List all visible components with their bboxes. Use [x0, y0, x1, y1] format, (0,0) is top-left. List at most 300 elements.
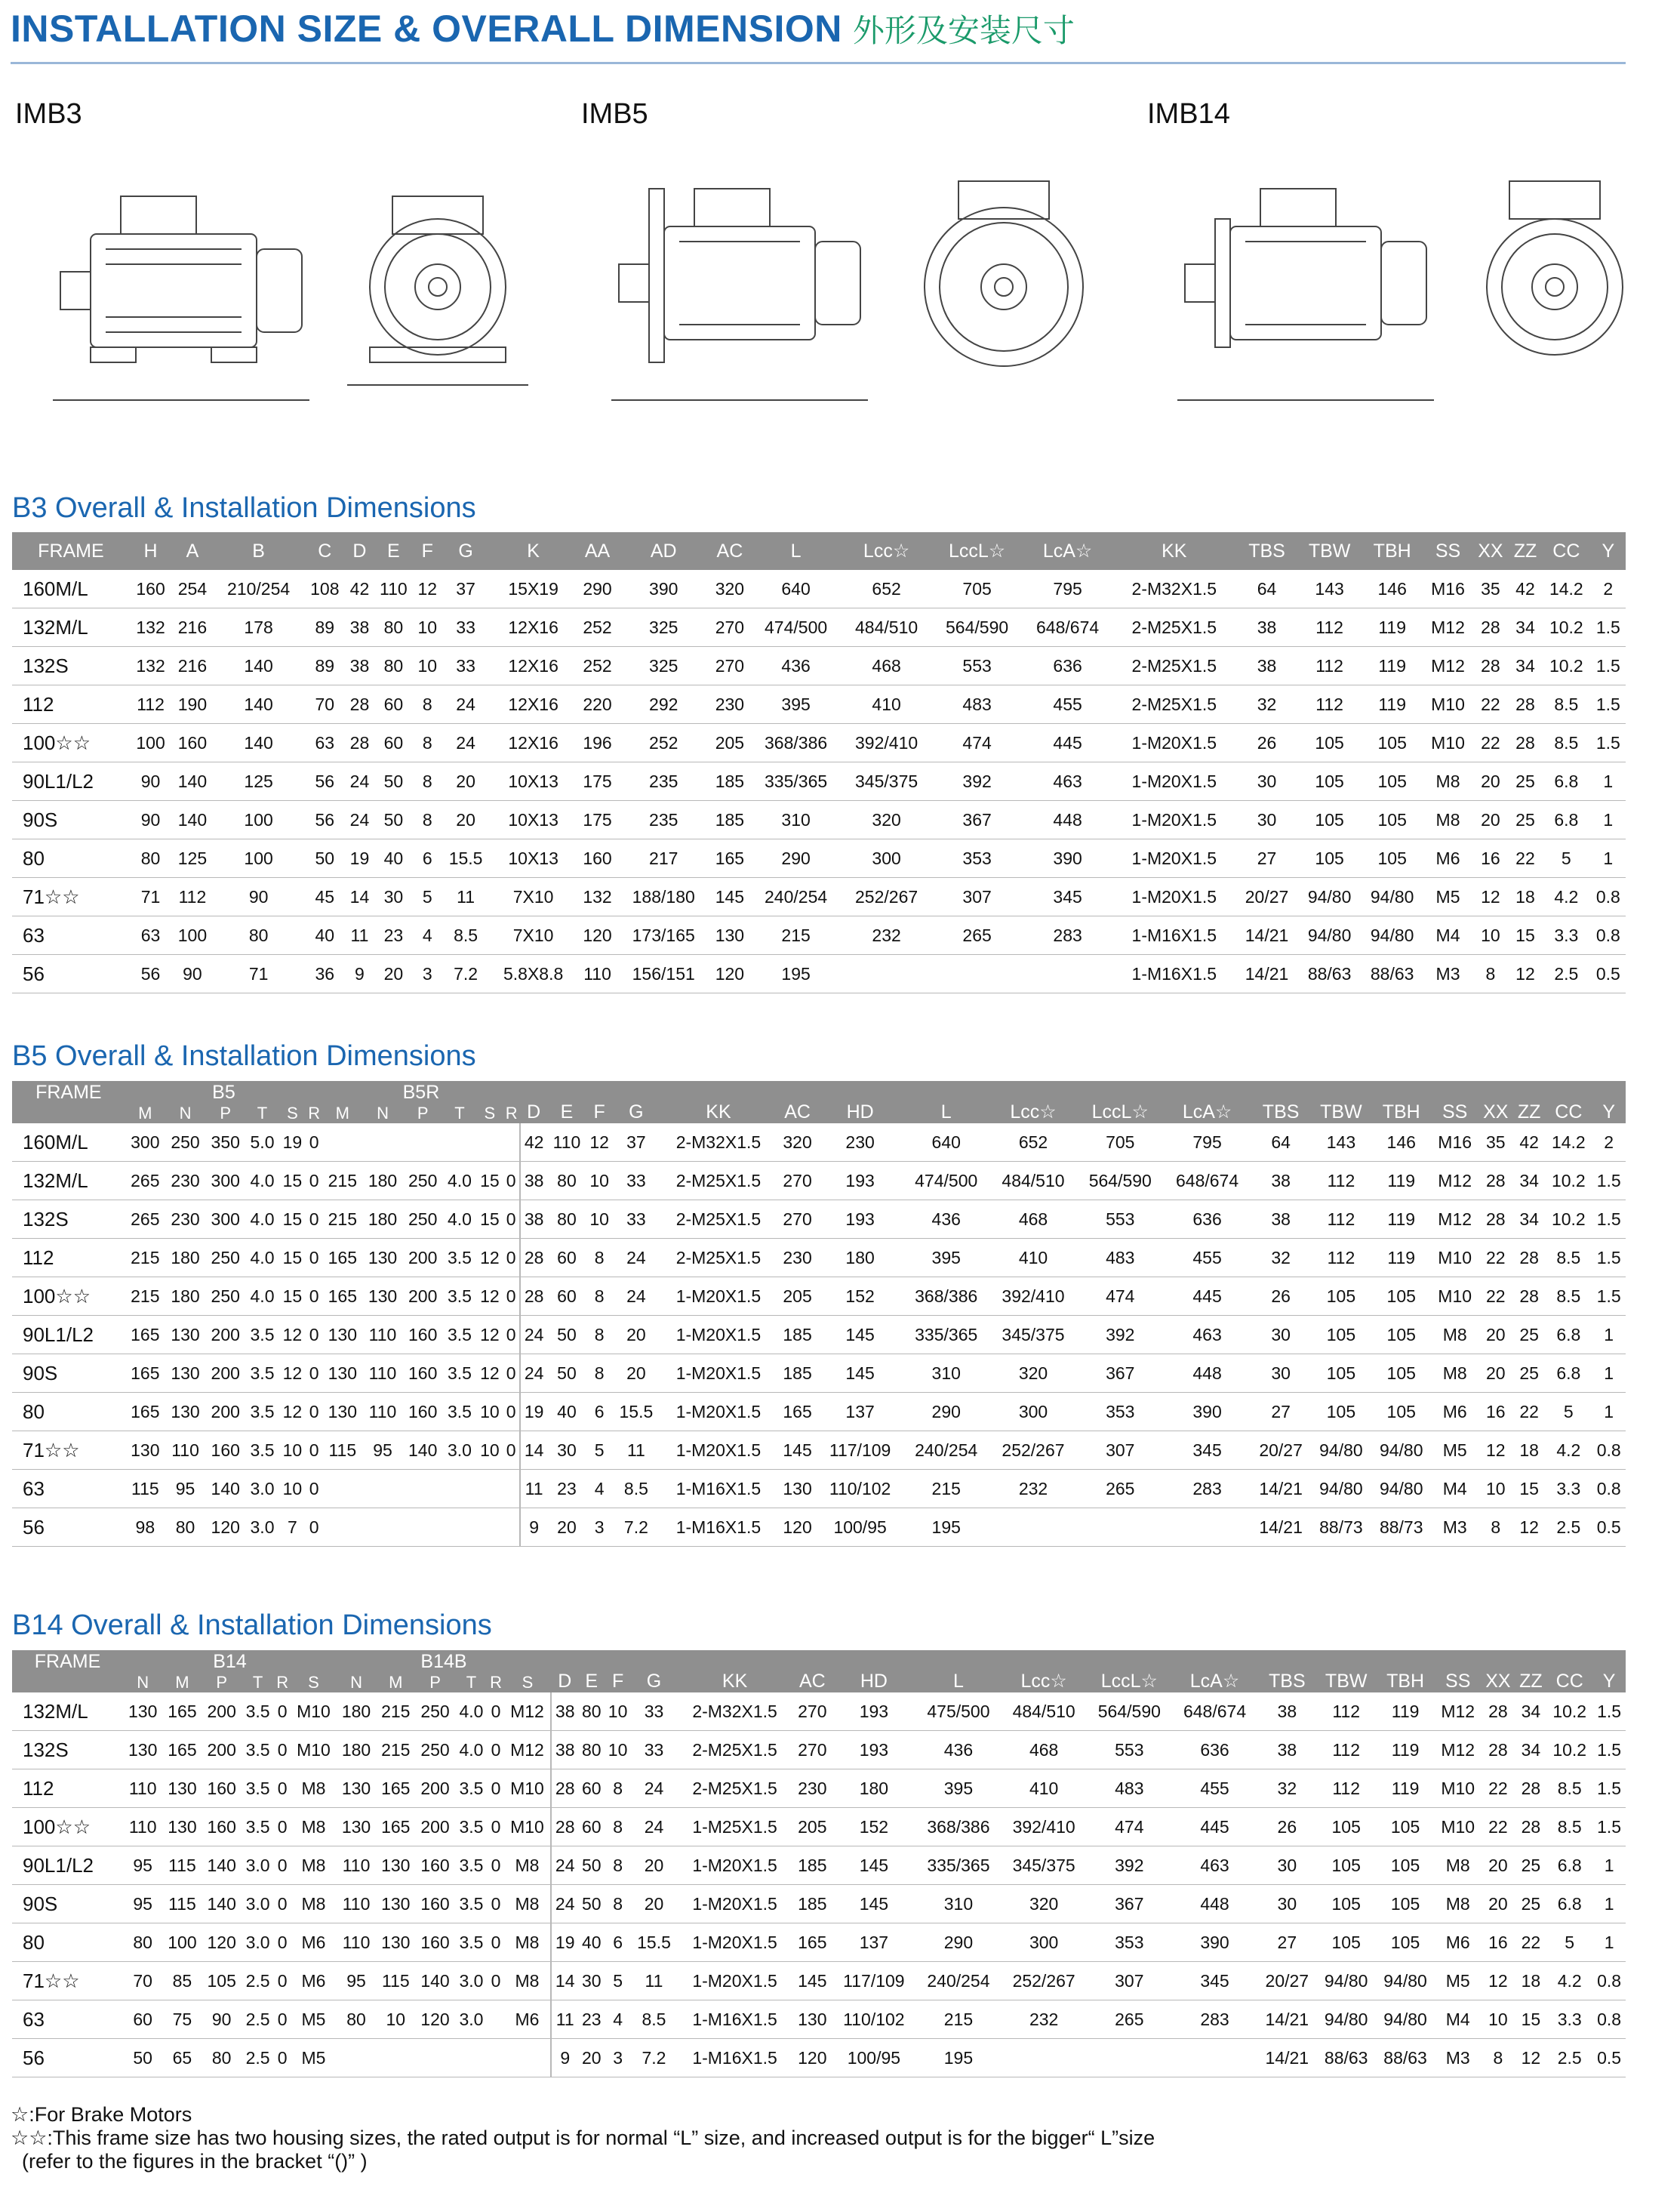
table-cell: 1: [1592, 1316, 1626, 1354]
subheader: S: [504, 1673, 551, 1692]
table-cell: 130: [709, 916, 750, 955]
table-cell: 0: [274, 1885, 291, 1923]
table-cell: 70: [304, 685, 346, 724]
column-header: Lcc☆: [842, 532, 932, 570]
table-cell: 392: [1087, 1846, 1172, 1885]
table-cell: 292: [618, 685, 709, 724]
table-cell: 95: [362, 1431, 402, 1470]
table-cell: 1: [1592, 1393, 1626, 1431]
table-cell: 4.0: [455, 1731, 488, 1769]
table-cell: 3.5: [455, 1923, 488, 1962]
footnotes: [11, 2103, 1155, 2173]
table-cell: [503, 1508, 520, 1547]
table-cell: 8: [586, 1316, 612, 1354]
table-cell: 130: [125, 1431, 165, 1470]
table-cell: 105: [1298, 762, 1361, 801]
table-cell: 4.0: [443, 1200, 476, 1239]
table-cell: 165: [777, 1393, 817, 1431]
column-header: L: [751, 532, 842, 570]
subheader-blank: [12, 1104, 125, 1123]
table-cell: 130: [165, 1393, 205, 1431]
table-cell: 8: [1481, 2039, 1515, 2077]
table-cell: 410: [989, 1239, 1076, 1277]
table-cell: 350: [205, 1123, 245, 1162]
table-cell: M5: [291, 2000, 337, 2039]
table-cell: 22: [1481, 1769, 1515, 1808]
column-header: Y: [1592, 1081, 1626, 1123]
table-cell: 392/410: [1002, 1808, 1087, 1846]
table-cell: 105: [1361, 839, 1423, 878]
table-cell: M10: [504, 1808, 551, 1846]
table-cell: M12: [1423, 608, 1472, 647]
column-header: C: [304, 532, 346, 570]
column-header: LccL☆: [1087, 1650, 1172, 1692]
table-cell: 185: [777, 1354, 817, 1393]
subheader-blank: [12, 1673, 123, 1692]
column-header: FRAME: [12, 1650, 123, 1673]
table-cell: 0: [503, 1162, 520, 1200]
table-cell: 165: [376, 1808, 415, 1846]
table-cell: 165: [162, 1731, 202, 1769]
table-cell: 367: [1087, 1885, 1172, 1923]
table-cell: 18: [1509, 878, 1542, 916]
table-cell: 455: [1023, 685, 1113, 724]
table-cell: 38: [551, 1731, 578, 1769]
table-row: [12, 570, 1626, 608]
table-cell: M10: [291, 1692, 337, 1731]
table-cell: 20: [1478, 1354, 1513, 1393]
table-cell: [403, 1470, 443, 1508]
table-cell: M8: [504, 1962, 551, 2000]
column-header: SS: [1423, 532, 1472, 570]
table-cell: 640: [751, 570, 842, 608]
table-cell: 2-M25X1.5: [660, 1200, 777, 1239]
table-cell: 105: [1371, 1316, 1432, 1354]
table-cell: 105: [1298, 839, 1361, 878]
table-cell: 200: [403, 1277, 443, 1316]
table-cell: 390: [1164, 1393, 1251, 1431]
motor-drawing-imb5: [581, 143, 1125, 445]
table-cell: 119: [1376, 1769, 1435, 1808]
table-cell: 94/80: [1317, 1962, 1376, 2000]
table-cell: M8: [504, 1846, 551, 1885]
table-cell: 0: [503, 1239, 520, 1277]
table-cell: 173/165: [618, 916, 709, 955]
table-cell: 115: [162, 1846, 202, 1885]
frame-cell: 160M/L: [12, 570, 130, 608]
table-cell: 11: [520, 1470, 548, 1508]
table-cell: 270: [709, 608, 750, 647]
table-cell: 390: [1023, 839, 1113, 878]
table-cell: 15: [1509, 916, 1542, 955]
table-cell: 50: [304, 839, 346, 878]
table-cell: 38: [346, 647, 374, 685]
table-cell: [455, 2039, 488, 2077]
table-cell: 130: [362, 1277, 402, 1316]
table-cell: 20: [578, 2039, 605, 2077]
table-cell: [476, 1123, 503, 1162]
table-cell: 1-M16X1.5: [660, 1470, 777, 1508]
table-cell: 115: [125, 1470, 165, 1508]
table-cell: 230: [709, 685, 750, 724]
table-cell: 455: [1164, 1239, 1251, 1277]
table-cell: 3.3: [1542, 916, 1591, 955]
table-cell: 10X13: [490, 801, 576, 839]
table-cell: 325: [618, 647, 709, 685]
table-cell: 22: [1478, 1277, 1513, 1316]
table-cell: 24: [613, 1239, 660, 1277]
table-cell: 56: [130, 955, 171, 993]
table-cell: 63: [130, 916, 171, 955]
table-cell: 1-M20X1.5: [677, 1923, 792, 1962]
table-cell: [322, 1508, 362, 1547]
table-cell: 216: [171, 608, 213, 647]
column-header: ZZ: [1515, 1650, 1547, 1692]
table-cell: 564/590: [1077, 1162, 1164, 1200]
table-cell: 232: [842, 916, 932, 955]
table-cell: 152: [817, 1277, 903, 1316]
table-cell: 120: [415, 2000, 454, 2039]
table-cell: 1.5: [1592, 1769, 1626, 1808]
table-cell: 140: [214, 647, 304, 685]
table-cell: M8: [1423, 762, 1472, 801]
table-cell: 88/63: [1376, 2039, 1435, 2077]
diagram-label: IMB5: [581, 98, 648, 130]
table-cell: 1: [1591, 839, 1626, 878]
table-cell: 455: [1172, 1769, 1257, 1808]
table-cell: 10: [605, 1692, 631, 1731]
table-cell: 4.0: [245, 1239, 278, 1277]
table-cell: 140: [171, 762, 213, 801]
column-header: HD: [832, 1650, 915, 1692]
table-cell: M12: [1435, 1692, 1481, 1731]
table-row: [12, 1508, 1626, 1547]
table-cell: 9: [346, 955, 374, 993]
table-cell: 143: [1311, 1123, 1371, 1162]
table-cell: 28: [520, 1277, 548, 1316]
table-cell: 185: [777, 1316, 817, 1354]
table-cell: 4.0: [245, 1162, 278, 1200]
table-cell: 165: [322, 1277, 362, 1316]
table-cell: 270: [709, 647, 750, 685]
table-cell: 6.8: [1546, 1885, 1592, 1923]
table-cell: 10: [376, 2000, 415, 2039]
table-cell: 90: [214, 878, 304, 916]
table-cell: 12: [1478, 1431, 1513, 1470]
table-cell: 105: [1311, 1354, 1371, 1393]
frame-cell: 90L1/L2: [12, 1846, 123, 1885]
table-cell: 110: [123, 1808, 162, 1846]
table-cell: 8: [605, 1808, 631, 1846]
table-cell: 146: [1371, 1123, 1432, 1162]
subheader: N: [337, 1673, 376, 1692]
table-cell: 6.8: [1542, 762, 1591, 801]
table-cell: 12: [1472, 878, 1509, 916]
table-cell: 3.5: [242, 1769, 275, 1808]
table-cell: M12: [1435, 1731, 1481, 1769]
table-cell: 200: [202, 1692, 242, 1731]
diagram-imb14: [1147, 91, 1680, 445]
table-cell: 3.5: [245, 1316, 278, 1354]
table-cell: 160: [403, 1393, 443, 1431]
table-cell: 325: [618, 608, 709, 647]
table-cell: 105: [1311, 1277, 1371, 1316]
table-cell: [1164, 1508, 1251, 1547]
table-cell: 4.0: [443, 1162, 476, 1200]
table-cell: M10: [291, 1731, 337, 1769]
table-cell: M6: [1423, 839, 1472, 878]
subheader: N: [165, 1104, 205, 1123]
diagram-imb3: [15, 91, 574, 445]
table-cell: 42: [520, 1123, 548, 1162]
table-cell: 1-M16X1.5: [660, 1508, 777, 1547]
table-cell: 94/80: [1376, 2000, 1435, 2039]
table-cell: 130: [777, 1470, 817, 1508]
column-header: ZZ: [1513, 1081, 1545, 1123]
table-cell: 15: [476, 1162, 503, 1200]
column-header: CC: [1546, 1650, 1592, 1692]
table-cell: 1-M20X1.5: [1113, 801, 1235, 839]
table-cell: 12: [414, 570, 442, 608]
table-cell: 15: [279, 1239, 306, 1277]
table-cell: 215: [125, 1239, 165, 1277]
table-cell: 12: [1481, 1962, 1515, 2000]
table-cell: [415, 2039, 454, 2077]
table-cell: 20: [442, 762, 491, 801]
table-cell: 345/375: [989, 1316, 1076, 1354]
table-cell: 85: [162, 1962, 202, 2000]
table-cell: [1087, 2039, 1172, 2077]
table-cell: 10: [605, 1731, 631, 1769]
table-cell: [842, 955, 932, 993]
table-cell: 22: [1478, 1239, 1513, 1277]
table-cell: 64: [1235, 570, 1298, 608]
table-cell: 0: [488, 1731, 504, 1769]
table-cell: 24: [520, 1316, 548, 1354]
table-cell: 145: [832, 1885, 915, 1923]
table-cell: 390: [1172, 1923, 1257, 1962]
table-cell: 160: [415, 1885, 454, 1923]
table-cell: 110: [337, 1923, 376, 1962]
table-cell: 474: [932, 724, 1023, 762]
table-row: [12, 1162, 1626, 1200]
footnote-housing: ☆☆:This frame size has two housing sizes, the rated output is for normal “L” size, and increased output is for the bigger“ L”size: [11, 2127, 1155, 2149]
table-cell: 8: [586, 1239, 612, 1277]
column-header: D: [551, 1650, 578, 1692]
table-cell: 0: [488, 1885, 504, 1923]
table-cell: 30: [1251, 1316, 1311, 1354]
table-cell: 15.5: [631, 1923, 677, 1962]
table-cell: 120: [777, 1508, 817, 1547]
table-cell: 14/21: [1257, 2039, 1316, 2077]
table-cell: 252: [577, 647, 618, 685]
table-cell: 137: [817, 1393, 903, 1431]
table-cell: 100/95: [817, 1508, 903, 1547]
motor-drawing-imb3: [15, 143, 558, 445]
table-cell: 130: [362, 1239, 402, 1277]
table-row: [12, 1692, 1626, 1731]
table-cell: 94/80: [1298, 878, 1361, 916]
table-row: [12, 685, 1626, 724]
table-cell: 50: [374, 801, 414, 839]
table-cell: 64: [1251, 1123, 1311, 1162]
frame-cell: 80: [12, 1393, 125, 1431]
frame-cell: 56: [12, 2039, 123, 2077]
table-cell: 395: [751, 685, 842, 724]
table-cell: 5.8X8.8: [490, 955, 576, 993]
table-cell: 132: [130, 608, 171, 647]
table-cell: 100/95: [832, 2039, 915, 2077]
table-cell: 0.8: [1592, 1962, 1626, 2000]
table-cell: 185: [709, 762, 750, 801]
table-cell: 2.5: [242, 2000, 275, 2039]
table-cell: 15.5: [613, 1393, 660, 1431]
table-cell: 8: [414, 724, 442, 762]
table-cell: 105: [1317, 1846, 1376, 1885]
table-cell: 12: [279, 1393, 306, 1431]
table-cell: 1: [1592, 1885, 1626, 1923]
table-cell: 100: [214, 839, 304, 878]
table-cell: 270: [777, 1162, 817, 1200]
column-header: G: [631, 1650, 677, 1692]
table-cell: 463: [1172, 1846, 1257, 1885]
table-cell: 4.2: [1542, 878, 1591, 916]
table-cell: 185: [792, 1846, 832, 1885]
table-cell: 392/410: [842, 724, 932, 762]
table-cell: 180: [832, 1769, 915, 1808]
table-cell: 3.5: [443, 1316, 476, 1354]
table-cell: 105: [1361, 801, 1423, 839]
table-cell: 1.5: [1592, 1239, 1626, 1277]
table-cell: 33: [442, 608, 491, 647]
table-cell: 185: [792, 1885, 832, 1923]
column-header: AA: [577, 532, 618, 570]
table-cell: 90: [202, 2000, 242, 2039]
table-row: [12, 2000, 1626, 2039]
table-cell: 10.2: [1545, 1200, 1592, 1239]
table-cell: 300: [205, 1162, 245, 1200]
table-cell: 252: [577, 608, 618, 647]
column-header: XX: [1478, 1081, 1513, 1123]
table-cell: 60: [123, 2000, 162, 2039]
table-cell: 18: [1515, 1962, 1547, 2000]
frame-cell: 132S: [12, 647, 130, 685]
table-cell: 80: [548, 1200, 586, 1239]
table-cell: 20: [613, 1354, 660, 1393]
table-cell: 448: [1023, 801, 1113, 839]
frame-cell: 56: [12, 1508, 125, 1547]
table-cell: M10: [1423, 724, 1472, 762]
table-cell: M8: [504, 1885, 551, 1923]
table-cell: 94/80: [1371, 1470, 1432, 1508]
table-cell: 38: [520, 1200, 548, 1239]
table-cell: 23: [548, 1470, 586, 1508]
table-cell: 137: [832, 1923, 915, 1962]
table-cell: 140: [202, 1846, 242, 1885]
table-cell: 110: [337, 1846, 376, 1885]
table-cell: 28: [1481, 1731, 1515, 1769]
column-header: FRAME: [12, 532, 130, 570]
table-cell: 648/674: [1164, 1162, 1251, 1200]
table-cell: 8: [1472, 955, 1509, 993]
table-row: [12, 878, 1626, 916]
table-cell: 648/674: [1172, 1692, 1257, 1731]
table-cell: 483: [1077, 1239, 1164, 1277]
table-cell: 1-M16X1.5: [677, 2039, 792, 2077]
table-cell: 2.5: [242, 2039, 275, 2077]
table-cell: [503, 1470, 520, 1508]
column-header: G: [442, 532, 491, 570]
table-cell: 0: [488, 1808, 504, 1846]
table-header-row: [12, 1081, 1626, 1104]
table-cell: 0: [274, 1769, 291, 1808]
table-cell: 215: [125, 1277, 165, 1316]
table-cell: 10.2: [1546, 1731, 1592, 1769]
table-cell: 0: [503, 1316, 520, 1354]
table-cell: 200: [403, 1239, 443, 1277]
table-cell: 230: [165, 1162, 205, 1200]
table-cell: 20: [1481, 1885, 1515, 1923]
subheader: T: [455, 1673, 488, 1692]
table-cell: 1.5: [1591, 647, 1626, 685]
table-row: [12, 724, 1626, 762]
subheader: N: [362, 1104, 402, 1123]
table-cell: 1.5: [1592, 1162, 1626, 1200]
table-cell: 0.8: [1592, 1431, 1626, 1470]
table-row: [12, 1885, 1626, 1923]
table-cell: 11: [442, 878, 491, 916]
table-cell: 38: [1257, 1692, 1316, 1731]
table-cell: 436: [915, 1731, 1001, 1769]
table-cell: 105: [1317, 1808, 1376, 1846]
b14-dimension-table: [12, 1650, 1626, 2077]
table-cell: 215: [322, 1200, 362, 1239]
table-cell: 8.5: [1546, 1769, 1592, 1808]
table-cell: 7.2: [613, 1508, 660, 1547]
table-cell: [443, 1470, 476, 1508]
table-cell: 108: [304, 570, 346, 608]
table-cell: 50: [548, 1316, 586, 1354]
table-cell: 14/21: [1235, 916, 1298, 955]
table-cell: 8.5: [1542, 685, 1591, 724]
table-cell: 7X10: [490, 878, 576, 916]
table-cell: 130: [322, 1316, 362, 1354]
table-row: [12, 1808, 1626, 1846]
table-cell: 640: [903, 1123, 989, 1162]
table-cell: M12: [504, 1692, 551, 1731]
table-cell: 28: [520, 1239, 548, 1277]
table-cell: 8.5: [1542, 724, 1591, 762]
table-cell: 484/510: [1002, 1692, 1087, 1731]
table-row: [12, 1962, 1626, 2000]
table-cell: 24: [520, 1354, 548, 1393]
table-cell: 368/386: [751, 724, 842, 762]
table-cell: 25: [1513, 1354, 1545, 1393]
table-cell: M8: [1423, 801, 1472, 839]
column-header: ZZ: [1509, 532, 1542, 570]
table-cell: 24: [631, 1769, 677, 1808]
table-cell: 119: [1361, 608, 1423, 647]
table-cell: M6: [1435, 1923, 1481, 1962]
table-cell: [503, 1123, 520, 1162]
group-header: B14: [123, 1650, 337, 1673]
table-cell: 0: [488, 1962, 504, 2000]
table-cell: 3.5: [455, 1846, 488, 1885]
table-cell: 89: [304, 608, 346, 647]
group-header: B5R: [322, 1081, 519, 1104]
table-cell: 112: [1298, 608, 1361, 647]
table-cell: 0: [274, 1692, 291, 1731]
